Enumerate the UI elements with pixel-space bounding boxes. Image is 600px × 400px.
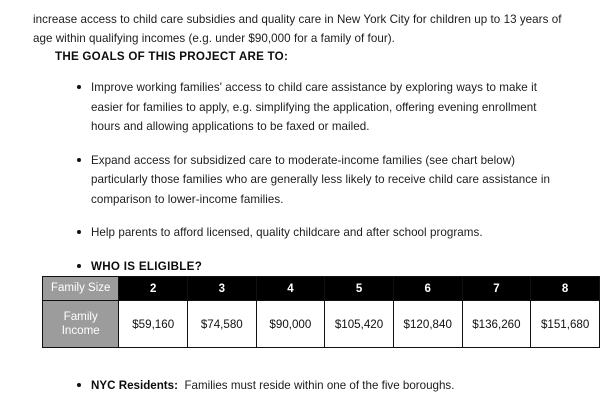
table-cell-size-7: 7	[462, 277, 531, 301]
table-cell-income-6: $120,840	[393, 301, 462, 348]
goals-bullet-list	[0, 78, 600, 290]
row-header-family-income-line2: Income	[61, 324, 100, 337]
bullet-dot-icon	[77, 264, 81, 268]
table-cell-income-8: $151,680	[531, 301, 600, 348]
row-header-family-income-line1: Family	[63, 309, 98, 323]
bullet-dot-icon	[77, 383, 81, 387]
eligibility-table	[42, 276, 600, 348]
list-item-text: Expand access for subsidized care to moderate-income families (see chart below) particularly those families who are generally less likely to receive child care assistance in comparison to lower-income families.	[91, 153, 550, 206]
table-cell-size-4: 4	[256, 277, 325, 301]
list-item	[0, 151, 600, 210]
table-cell-size-6: 6	[393, 277, 462, 301]
bullet-dot-icon	[77, 158, 81, 162]
list-item	[0, 78, 600, 137]
table-cell-income-3: $74,580	[188, 301, 257, 348]
goals-heading: THE GOALS OF THIS PROJECT ARE TO:	[55, 50, 289, 63]
table-cell-size-8: 8	[531, 277, 600, 301]
table-row-family-income	[43, 301, 600, 348]
residency-bullet	[0, 376, 600, 395]
residency-label: NYC Residents	[91, 379, 175, 392]
list-item-text: WHO IS ELIGIBLE?	[91, 259, 203, 273]
table-cell-income-5: $105,420	[325, 301, 394, 348]
list-item-who-is-eligible	[0, 257, 600, 277]
residency-text: Families must reside within one of the five boroughs.	[184, 379, 455, 392]
residency-separator: :	[174, 379, 178, 392]
table-cell-income-4: $90,000	[256, 301, 325, 348]
table-cell-size-2: 2	[119, 277, 188, 301]
list-item	[0, 223, 600, 243]
bullet-dot-icon	[77, 230, 81, 234]
intro-paragraph: increase access to child care subsidies and quality care in New York City for children up to 13 years of age within qualifying incomes (e.g. under $90,000 for a family of four).	[33, 12, 562, 45]
row-header-family-income	[43, 301, 119, 348]
table-row-family-size	[43, 277, 600, 301]
row-header-family-size: Family Size	[43, 277, 119, 301]
table-cell-size-3: 3	[188, 277, 257, 301]
table-cell-income-2: $59,160	[119, 301, 188, 348]
eligibility-table-wrapper	[42, 276, 600, 348]
table-cell-income-7: $136,260	[462, 301, 531, 348]
list-item-text: Help parents to afford licensed, quality childcare and after school programs.	[91, 226, 483, 239]
list-item-text: Improve working families' access to child care assistance by exploring ways to make it easier for families to apply, e.g. simplifying the application, offering evening enrollment hours and allowing applications to be faxed or mailed.	[91, 81, 537, 133]
table-cell-size-5: 5	[325, 277, 394, 301]
bullet-dot-icon	[77, 85, 81, 89]
